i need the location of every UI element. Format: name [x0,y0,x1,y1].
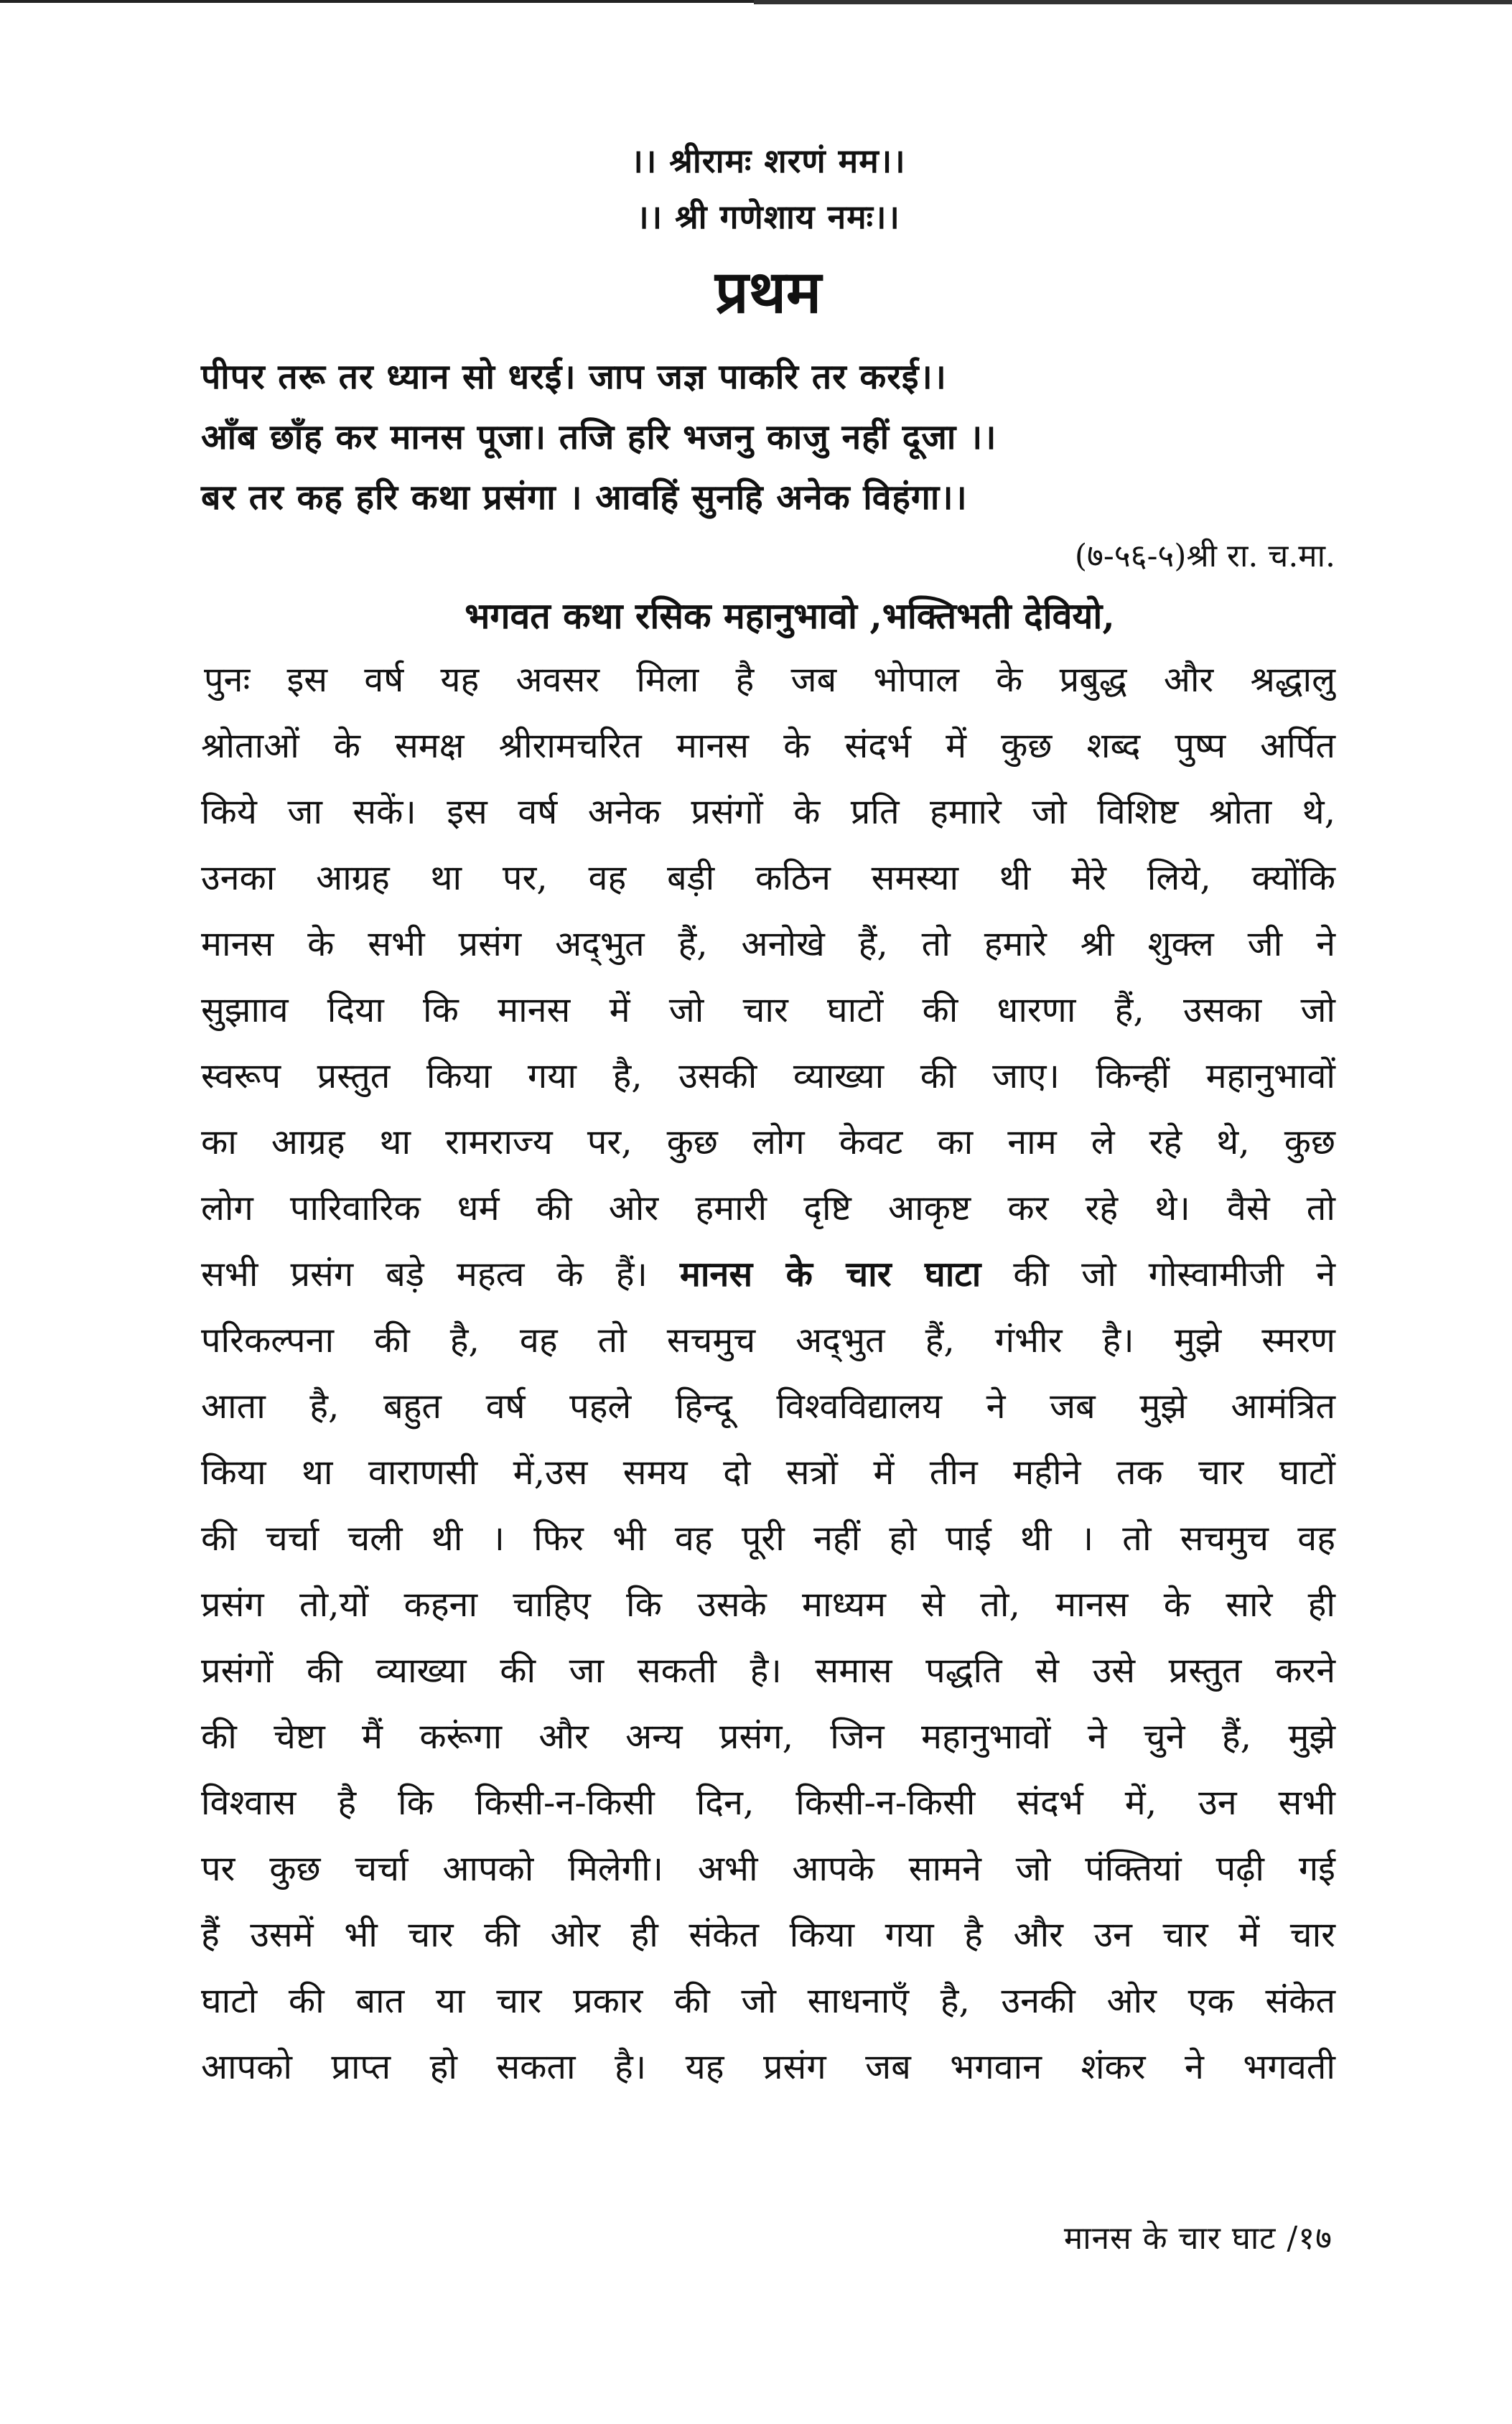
verse-line-1: पीपर तरू तर ध्यान सो धरई। जाप जज्ञ पाकरि तर करई।। [201,357,947,397]
invocation-line-2: ।। श्री गणेशाय नमः।। [636,197,900,236]
body-line: परिकल्पना की है, वह तो सचमुच अद्‌भुत हैं, गंभीर है। मुझे स्मरण [201,1320,1335,1361]
bold-phrase: मानस के चार घाटा [679,1254,981,1295]
body-line: किया था वाराणसी में,उस समय दो सत्रों में तीन महीने तक चार घाटों [201,1453,1335,1493]
page-footer: मानस के चार घाट /१७ [1063,2220,1333,2257]
page-content [201,133,1335,2100]
body-line: स्वरूप प्रस्तुत किया गया है, उसकी व्याख्या की जाए। किन्हीं महानुभावों [201,1056,1335,1096]
body-paragraph [201,647,1335,2100]
body-line: हैं उसमें भी चार की ओर ही संकेत किया गया है और उन चार में चार [201,1915,1335,1955]
verse-line-3: बर तर कह हरि कथा प्रसंगा । आवहिं सुनहि अनेक विहंगा।। [201,477,968,518]
body-line: की चेष्टा मैं करूंगा और अन्य प्रसंग, जिन महानुभावों ने चुने हैं, मुझे [201,1717,1335,1757]
body-line: उनका आग्रह था पर, वह बड़ी कठिन समस्या थी मेरे लिये, क्योंकि [201,858,1335,898]
body-line: किये जा सकें। इस वर्ष अनेक प्रसंगों के प्रति हमाारे जो विशिष्ट श्रोता थे, [201,792,1335,832]
body-line: पुनः इस वर्ष यह अवसर मिला है जब भोपाल के प्रबुद्ध और श्रद्धालु [204,660,1335,700]
top-border-rule-thick [754,0,1512,4]
body-line: सुझााव दिया कि मानस में जो चार घाटों की धारणा हैं, उसका जो [201,990,1335,1030]
invocation-line-1: ।। श्रीरामः शरणं मम।। [630,141,906,180]
body-line: विश्वास है कि किसी-न-किसी दिन, किसी-न-किसी संदर्भ में, उन सभी [201,1783,1335,1823]
body-line: मानस के सभी प्रसंग अद्‌भुत हैं, अनोखे हैं, तो हमारे श्री शुक्ल जी ने [201,924,1335,964]
body-text-segment: सभी प्रसंग बड़े महत्व के हैं। [201,1254,680,1295]
body-line: का आग्रह था रामराज्य पर, कुछ लोग केवट का नाम ले रहे थे, कुछ [201,1122,1335,1162]
verse-citation: (७-५६-५)श्री रा. च.मा. [1074,538,1335,574]
body-text-segment: की जो गोस्वामीजी ने [981,1254,1335,1295]
body-line: आता है, बहुत वर्ष पहले हिन्दू विश्वविद्यालय ने जब मुझे आमंत्रित [201,1386,1335,1427]
body-line: लोग पारिवारिक धर्म की ओर हमारी दृष्टि आकृष्ट कर रहे थे। वैसे तो [201,1188,1335,1229]
verse-block [201,347,1335,528]
body-line: की चर्चा चली थी । फिर भी वह पूरी नहीं हो पाई थी । तो सचमुच वह [201,1519,1335,1559]
body-line-with-bold [201,1241,1335,1307]
body-line: प्रसंगों की व्याख्या की जा सकती है। समास पद्धति से उसे प्रस्तुत करने [201,1651,1335,1691]
body-line: प्रसंग तो,यों कहना चाहिए कि उसके माध्यम से तो, मानस के सारे ही [201,1585,1335,1625]
body-line: श्रोताओं के समक्ष श्रीरामचरित मानस के संदर्भ में कुछ शब्द पुष्प अर्पित [201,726,1335,766]
salutation: भगवत कथा रसिक महानुभावो ,भक्तिभती देवियो, [465,595,1115,637]
body-line: पर कुछ चर्चा आपको मिलेगी। अभी आपके सामने जो पंक्तियां पढ़ी गई [201,1849,1335,1889]
body-line: आपको प्राप्त हो सकता है। यह प्रसंग जब भगवान शंकर ने भगवती [201,2047,1335,2087]
body-line: घाटो की बात या चार प्रकार की जो साधनाएँ है, उनकी ओर एक संकेत [201,1981,1335,2021]
verse-line-2: आँब छाँह कर मानस पूजा। तजि हरि भजनु काजु नहीं दूजा ।। [201,417,997,457]
chapter-title: प्रथम [714,258,822,327]
